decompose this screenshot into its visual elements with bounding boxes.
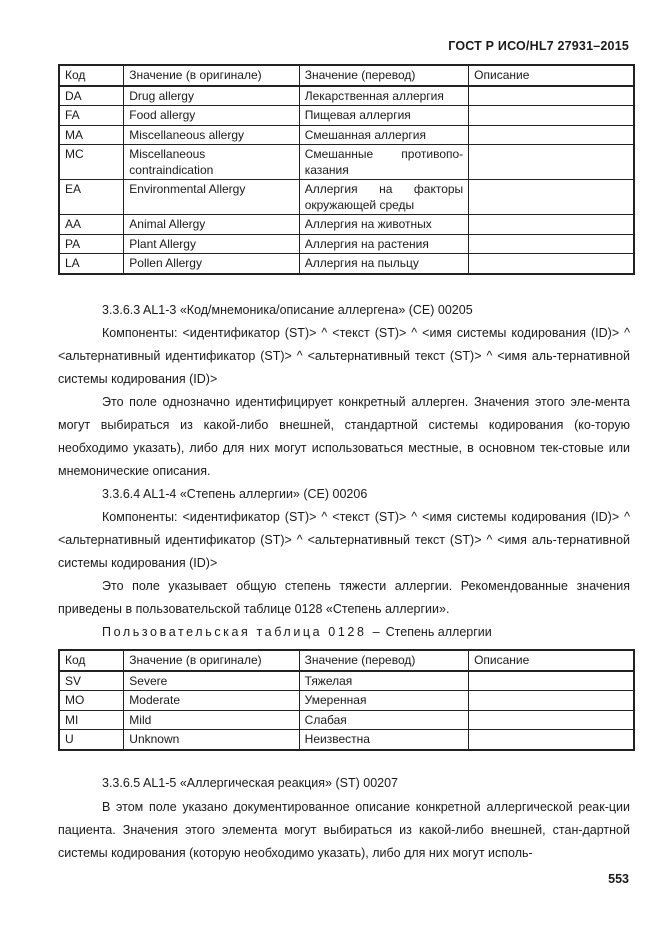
table-cell [124,145,299,180]
table-cell [469,254,634,274]
table-caption-title: Степень аллергии [385,625,492,639]
column-header: Значение (перевод) [299,650,468,671]
table-cell [469,180,634,215]
table-cell [469,691,634,711]
table-row [59,145,634,180]
column-header: Значение (в оригинале) [124,65,299,86]
table-cell: Moderate [124,691,299,711]
section-heading: 3.3.6.3 AL1-3 «Код/мнемоника/описание аллергена» (CE) 00205 [102,303,473,317]
table-cell: LA [59,254,124,274]
table-cell: MI [59,710,124,730]
cell-line: Miscellaneous [129,147,206,161]
table-cell: U [59,730,124,750]
table-cell [469,710,634,730]
column-header: Описание [469,65,634,86]
table-cell: Неизвестна [299,730,468,750]
section-heading: 3.3.6.5 AL1-5 «Аллергическая реакция» (ST) 00207 [102,776,399,790]
table-row [59,671,634,691]
table-cell: Mild [124,710,299,730]
table-cell: Аллергия на растения [299,234,468,254]
table-cell: Смешанная аллергия [299,125,468,145]
table-row [59,180,634,215]
table-cell [469,145,634,180]
page-number: 553 [608,872,629,886]
table-row [59,86,634,106]
table-cell: Animal Allergy [124,215,299,235]
column-header: Код [59,65,124,86]
table-cell: EA [59,180,124,215]
cell-line: Смешанные противопо- [304,147,464,161]
description-paragraph: Это поле указывает общую степень тяжести аллергии. Рекомендованные значения приведены в пользовательской таблице 0128 «Степень аллергии». [58,579,630,616]
table-cell: FA [59,106,124,126]
table-cell: Miscellaneous allergy [124,125,299,145]
table-cell: MA [59,125,124,145]
table-cell [469,86,634,106]
allergy-type-table [58,64,635,275]
table-row [59,234,634,254]
cell-line: contraindication [129,162,214,177]
table-cell: MC [59,145,124,180]
table-cell: Pollen Allergy [124,254,299,274]
table-cell: Severe [124,671,299,691]
components-paragraph: Компоненты: <идентификатор (ST)> ^ <текст (ST)> ^ <имя системы кодирования (ID)> ^ <альтернативный идентификатор (ST)> ^ <альтернативный текст (ST)> ^ <имя аль-тернативной системы кодирования (ID)> [58,326,630,386]
table-cell: AA [59,215,124,235]
column-header: Описание [469,650,634,671]
table-caption [58,621,630,644]
table-cell: Unknown [124,730,299,750]
components-paragraph: Компоненты: <идентификатор (ST)> ^ <текст (ST)> ^ <имя системы кодирования (ID)> ^ <альтернативный идентификатор (ST)> ^ <альтернативный текст (ST)> ^ <имя аль-тернативной системы кодирования (ID)> [58,510,630,570]
table-cell: DA [59,86,124,106]
table-cell [469,671,634,691]
table-cell [469,215,634,235]
column-header: Значение (перевод) [299,65,468,86]
table-cell: Тяжелая [299,671,468,691]
table-cell: Слабая [299,710,468,730]
table-cell: Лекарственная аллергия [299,86,468,106]
table-cell: MO [59,691,124,711]
table-header-row [59,650,634,671]
column-header: Значение (в оригинале) [124,650,299,671]
table-row [59,710,634,730]
table-cell [469,125,634,145]
table-header-row [59,65,634,86]
table-cell: PA [59,234,124,254]
document-id-header: ГОСТ Р ИСО/HL7 27931–2015 [448,39,629,53]
table-caption-prefix: Пользовательская таблица 0128 – [102,625,383,639]
allergy-severity-table [58,649,635,751]
table-row [59,730,634,750]
table-cell: Аллергия на животных [299,215,468,235]
table-row [59,254,634,274]
table-row [59,691,634,711]
cell-line: окружающей среды [304,197,415,212]
table-cell: Food allergy [124,106,299,126]
table-cell: Environmental Allergy [124,180,299,215]
table-cell [469,106,634,126]
table-cell: Plant Allergy [124,234,299,254]
table-row [59,125,634,145]
section-heading: 3.3.6.4 AL1-4 «Степень аллергии» (CE) 00206 [102,487,368,501]
table-cell [469,730,634,750]
table-row [59,215,634,235]
table-cell: Аллергия на пыльцу [299,254,468,274]
table-row [59,106,634,126]
table-cell [469,234,634,254]
description-paragraph: Это поле однозначно идентифицирует конкретный аллерген. Значения этого эле-мента могут выбираться из какой-либо внешней, стандартной системы кодирования (ко-торую необходимо указать), либо для них могут использоваться местные, в основном тек-стовые или мнемонические описания. [58,395,630,478]
cell-line: Аллергия на факторы [304,182,464,196]
table-cell [299,180,468,215]
column-header: Код [59,650,124,671]
cell-line: казания [304,162,349,177]
table-cell: Drug allergy [124,86,299,106]
table-cell: Умеренная [299,691,468,711]
table-cell: SV [59,671,124,691]
table-cell: Пищевая аллергия [299,106,468,126]
table-cell [299,145,468,180]
description-paragraph: В этом поле указано документированное описание конкретной аллергической реак-ции пациента. Значения этого элемента могут выбираться из какой-либо внешней, стан-дартной системы кодирования (которую необходимо указать), либо для них могут исполь- [58,800,630,860]
